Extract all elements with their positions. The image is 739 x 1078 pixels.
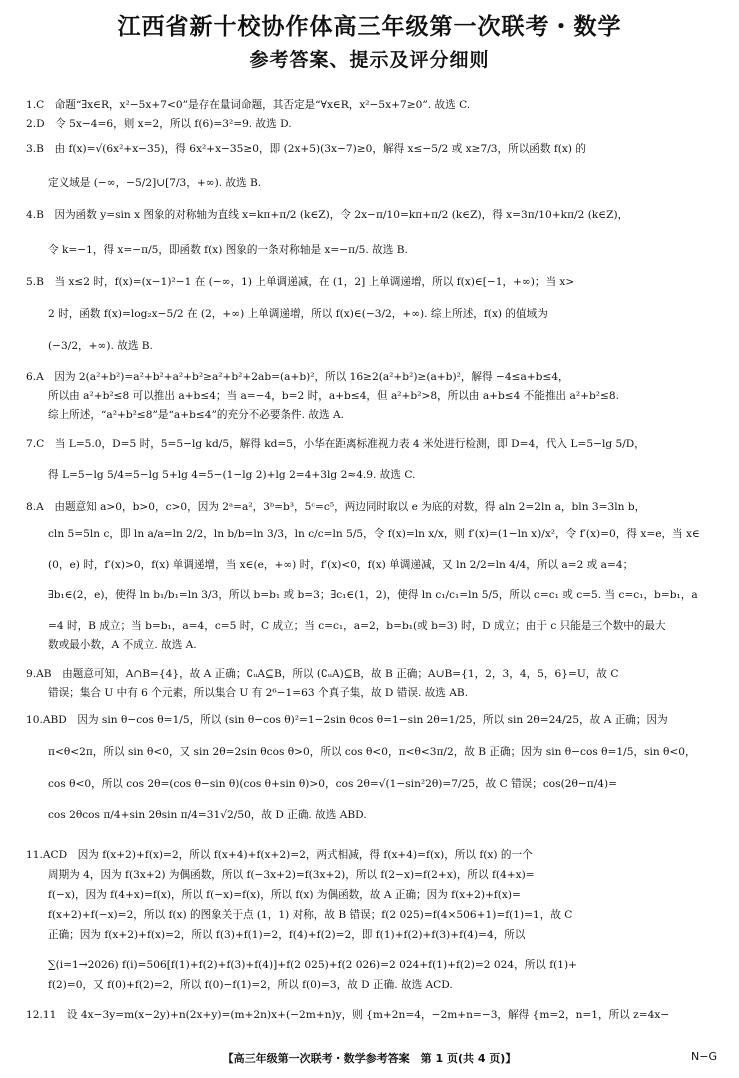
answer-line: 4.B 因为函数 y=sin x 图象的对称轴为直线 x=kπ+π/2 (k∈Z)，令 2x−π/10=kπ+π/2 (k∈Z)，得 x=3π/10+kπ/2 (k∈Z)， [26,209,629,221]
answer-line: cos θ<0，所以 cos 2θ=(cos θ−sin θ)(cos θ+sin θ)>0，cos 2θ=√(1−sin²2θ)=7/25，故 C 错误；cos(2θ−π/4)= [48,778,618,790]
answer-line: 2 时，函数 f(x)=log₂x−5/2 在 (2，+∞) 上单调递增，所以 f(x)∈(−3/2，+∞). 综上所述，f(x) 的值域为 [48,308,548,320]
footer-code: N−G [691,1050,717,1063]
answer-line: 定义域是 (−∞，−5/2]∪[7/3，+∞). 故选 B. [48,177,262,189]
answer-line: 周期为 4，因为 f(3x+2) 为偶函数，所以 f(−3x+2)=f(3x+2)，所以 f(2−x)=f(2+x)，所以 f(4+x)= [48,869,535,881]
answer-line: ∃b₁∈(2，e)，使得 ln b₁/b₁=ln 3/3，所以 b=b₁ 或 b=3；∃c₁∈(1，2)，使得 ln c₁/c₁=ln 5/5，所以 c=c₁ 或 c=5. 当 c=c₁，b=b₁，a [48,589,698,601]
answer-line: 10.ABD 因为 sin θ−cos θ=1/5，所以 (sin θ−cos θ)²=1−2sin θcos θ=1−sin 2θ=1/25，所以 sin 2θ=24/25，故 A 正确；因为 [26,714,668,726]
page-footer: 【高三年级第一次联考・数学参考答案 第 1 页(共 4 页)】 [222,1052,517,1065]
answer-line: 8.A 由题意知 a>0，b>0，c>0，因为 2ᵃ=a²，3ᵇ=b³，5ᶜ=c⁵，两边同时取以 e 为底的对数，得 aln 2=2ln a，bln 3=3ln b， [26,501,646,513]
answer-line: 令 k=−1，得 x=−π/5，即函数 f(x) 图象的一条对称轴是 x=−π/5. 故选 B. [48,244,408,256]
answer-line: ∑(i=1→2026) f(i)=506[f(1)+f(2)+f(3)+f(4)]+f(2 025)+f(2 026)=2 024+f(1)+f(2)=2 024，所以 f(1)+ [48,959,578,971]
page-title: 江西省新十校协作体高三年级第一次联考・数学 [117,14,622,40]
answer-line: 12.11 设 4x−3y=m(x−2y)+n(2x+y)=(m+2n)x+(−2m+n)y，则 {m+2n=4，−2m+n=−3，解得 {m=2，n=1，所以 z=4x− [26,1009,670,1021]
answer-line: 3.B 由 f(x)=√(6x²+x−35)，得 6x²+x−35≥0，即 (2x+5)(3x−7)≥0，解得 x≤−5/2 或 x≥7/3，所以函数 f(x) 的 [26,143,586,155]
answer-line: 11.ACD 因为 f(x+2)+f(x)=2，所以 f(x+4)+f(x+2)=2，两式相减，得 f(x+4)=f(x)，所以 f(x) 的一个 [26,849,533,861]
answer-line: 综上所述，“a²+b²≤8”是“a+b≤4”的充分不必要条件. 故选 A. [48,409,344,421]
answer-line: cos 2θcos π/4+sin 2θsin π/4=31√2/50，故 D 正确. 故选 ABD. [48,809,367,821]
answer-line: 所以由 a²+b²≤8 可以推出 a+b≤4；当 a=−4，b=2 时，a+b≤4，但 a²+b²>8，所以由 a+b≤4 不能推出 a²+b²≤8. [48,390,619,402]
answer-line: 2.D 令 5x−4=6，则 x=2，所以 f(6)=3²=9. 故选 D. [26,118,292,130]
answer-line: f(2)=0，又 f(0)+f(2)=2，所以 f(0)−f(1)=2，所以 f(0)=3，故 D 正确. 故选 ACD. [48,979,453,991]
answer-line: 1.C 命题“∃x∈R，x²−5x+7<0”是存在量词命题，其否定是“∀x∈R，x²−5x+7≥0”. 故选 C. [26,99,471,111]
answer-line: cln 5=5ln c，即 ln a/a=ln 2/2，ln b/b=ln 3/3，ln c/c=ln 5/5，令 f(x)=ln x/x，则 f′(x)=(1−ln x)/x²，令 f′(x)=0，得 x=e，当 x∈ [48,528,700,540]
answer-line: f(−x)，因为 f(4+x)=f(x)，所以 f(−x)=f(x)，所以 f(x) 为偶函数，故 A 正确；因为 f(x+2)+f(x)= [48,889,521,901]
answer-line: 正确；因为 f(x+2)+f(x)=2，所以 f(3)+f(1)=2，f(4)+f(2)=2，即 f(1)+f(2)+f(3)+f(4)=4，所以 [48,929,526,941]
answer-line: 9.AB 由题意可知，A∩B={4}，故 A 正确；∁ᵤA⊆B，所以 (∁ᵤA)⊆B，故 B 正确；A∪B={1，2，3，4，5，6}=U，故 C [26,668,619,680]
answer-line: 得 L=5−lg 5/4=5−lg 5+lg 4=5−(1−lg 2)+lg 2=4+3lg 2≈4.9. 故选 C. [48,469,416,481]
answer-line: π<θ<2π，所以 sin θ<0，又 sin 2θ=2sin θcos θ>0，所以 cos θ<0，π<θ<3π/2，故 B 正确；因为 sin θ−cos θ=1/5，sin θ<0， [48,746,696,758]
answer-line: f(x+2)+f(−x)=2，所以 f(x) 的图象关于点 (1，1) 对称，故 B 错误；f(2 025)=f(4×506+1)=f(1)=1，故 C [48,909,573,921]
answer-line: 错误；集合 U 中有 6 个元素，所以集合 U 有 2⁶−1=63 个真子集，故 D 错误. 故选 AB. [48,687,469,699]
page-subtitle: 参考答案、提示及评分细则 [249,49,490,71]
answer-line: =4 时，B 成立；当 b=b₁，a=4，c=5 时，C 成立；当 c=c₁，a=2，b=b₁(或 b=3) 时，D 成立；由于 c 只能是三个数中的最大 [48,620,666,632]
answer-line: 5.B 当 x≤2 时，f(x)=(x−1)²−1 在 (−∞，1) 上单调递减，在 (1，2] 上单调递增，所以 f(x)∈[−1，+∞)；当 x> [26,276,575,288]
answer-line: 6.A 因为 2(a²+b²)=a²+b²+a²+b²≥a²+b²+2ab=(a+b)²，所以 16≥2(a²+b²)≥(a+b)²，解得 −4≤a+b≤4， [26,371,569,383]
answer-line: 7.C 当 L=5.0，D=5 时，5=5−lg kd/5，解得 kd=5，小华在距离标准视力表 4 米处进行检测，即 D=4，代入 L=5−lg 5/D， [26,438,645,450]
answer-line: 数或最小数，A 不成立. 故选 A. [48,639,197,651]
answer-line: (−3/2，+∞). 故选 B. [48,340,153,352]
answer-line: (0，e) 时，f′(x)>0，f(x) 单调递增，当 x∈(e，+∞) 时，f′(x)<0，f(x) 单调递减，又 ln 2/2=ln 4/4，所以 a=2 或 a=4； [48,559,634,571]
